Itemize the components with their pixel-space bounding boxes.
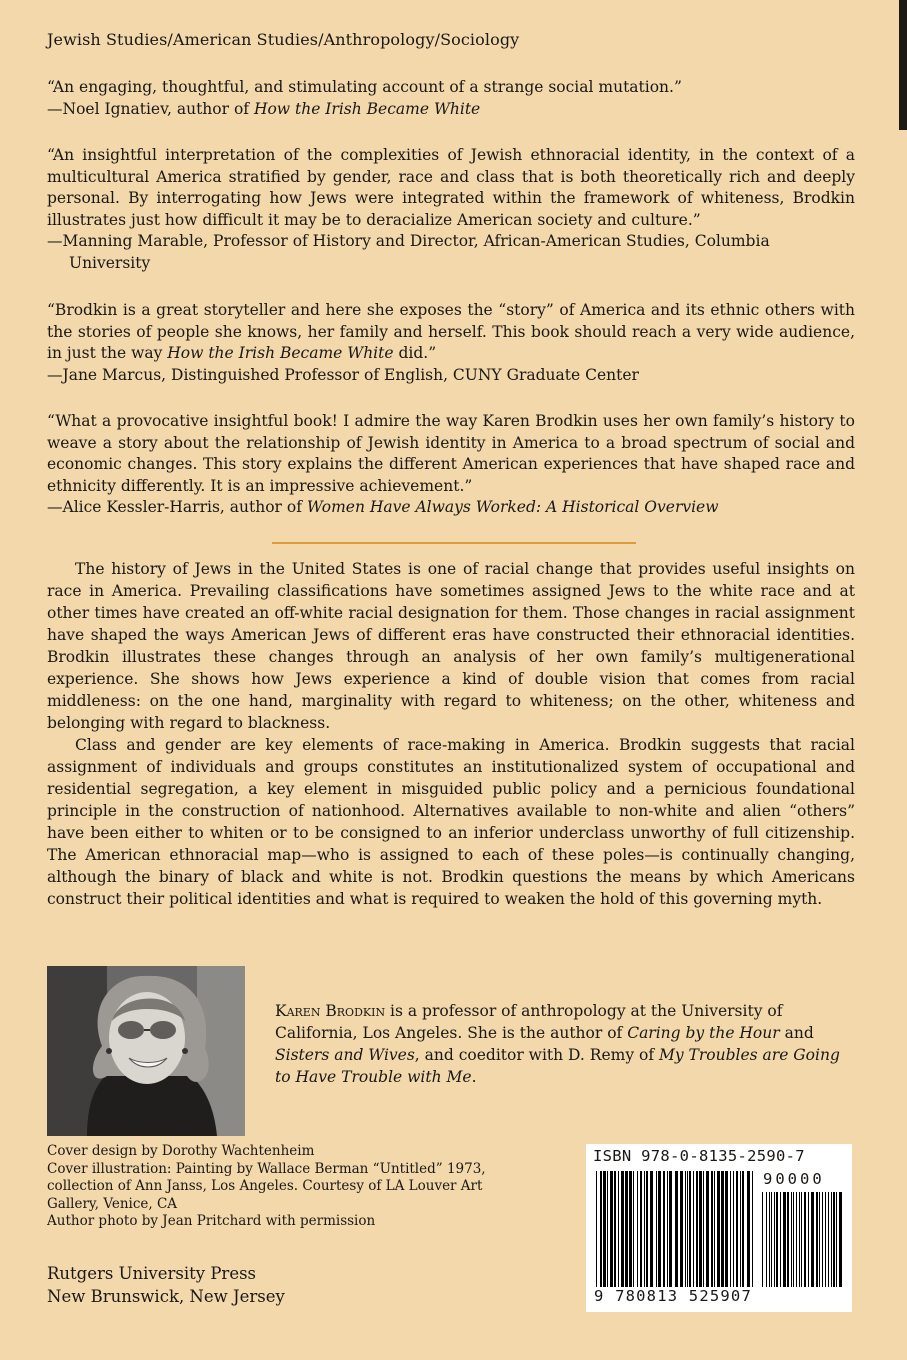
section-divider xyxy=(272,542,636,544)
barcode-bar xyxy=(600,1171,602,1287)
barcode-bar xyxy=(667,1171,668,1287)
barcode-bar xyxy=(787,1192,789,1287)
endorsement-quote-2 xyxy=(47,145,855,274)
quote-text: “Brodkin is a great storyteller and here she exposes the “story” of America and its ethnic others with the stories of people she knows, her family and herself. This book should reach a very wide audience, in just the way How the Irish Became White did.” xyxy=(47,301,855,362)
barcode-bar xyxy=(771,1192,772,1287)
barcode-bar xyxy=(703,1171,704,1287)
book-description xyxy=(47,558,855,910)
ean-barcode xyxy=(596,1171,756,1287)
barcode-bar xyxy=(799,1192,800,1287)
publisher-location: New Brunswick, New Jersey xyxy=(47,1287,285,1306)
barcode-bar xyxy=(596,1171,597,1287)
barcode-bar xyxy=(714,1171,715,1287)
barcode-bar xyxy=(687,1171,688,1287)
barcode-bar xyxy=(717,1171,720,1287)
barcode-bar xyxy=(839,1192,842,1287)
barcode-bar xyxy=(828,1192,829,1287)
addon-barcode xyxy=(762,1192,844,1287)
endorsement-quote-4 xyxy=(47,411,855,519)
description-paragraph: The history of Jews in the United States is one of racial change that provides useful insights on race in America. Prevailing classifications have sometimes assigned Jews to the white race and at other times have created an off-white racial designation for them. Those changes in racial assignment have shaped the ways American Jews of different eras have constructed their ethnoracial identities. Brodkin illustrates these changes through an analysis of her own family’s multigenerational experience. She shows how Jews experience a kind of double vision that comes from racial middleness: on the one hand, marginality with regard to whiteness; on the other, whiteness and belonging with regard to blackness. xyxy=(47,560,855,732)
cover-credits xyxy=(47,1143,517,1231)
barcode-bar xyxy=(811,1192,814,1287)
author-name: Karen Brodkin xyxy=(275,1002,386,1020)
barcode-bar xyxy=(669,1171,672,1287)
barcode-bar xyxy=(780,1192,781,1287)
barcode-bar xyxy=(804,1192,806,1287)
quote-text: “What a provocative insightful book! I admire the way Karen Brodkin uses her own family’s history to weave a story about the relationship of Jewish identity in America to a broad spectrum of social and economic changes. This story explains the different American experiences that have shaped race and ethnicity differently. It is an impressive achievement.” xyxy=(47,412,855,495)
barcode-bar xyxy=(650,1171,653,1287)
barcode-bar xyxy=(816,1192,818,1287)
barcode-bar xyxy=(696,1171,698,1287)
barcode-bar xyxy=(614,1171,616,1287)
barcode-bar xyxy=(725,1171,728,1287)
quote-attribution: —Manning Marable, Professor of History and Director, African-American Studies, Columbia University xyxy=(47,232,770,272)
barcode-bar xyxy=(747,1171,750,1287)
barcode-bar xyxy=(680,1171,683,1287)
quote-text: “An insightful interpretation of the complexities of Jewish ethnoracial identity, in the context of a multicultural America stratified by gender, race and class that is both theoretically rich and deeply personal. By interrogating how Jews were integrated within the framework of whiteness, Brodkin illustrates just how difficult it may be to deracialize American society and culture.” xyxy=(47,146,855,229)
endorsement-quote-3 xyxy=(47,300,855,386)
barcode-bar xyxy=(706,1171,709,1287)
barcode-bar xyxy=(791,1192,792,1287)
barcode-bar xyxy=(836,1192,837,1287)
credit-line: Cover design by Dorothy Wachtenheim xyxy=(47,1143,315,1159)
barcode-bar xyxy=(693,1171,694,1287)
quote-attribution: —Alice Kessler-Harris, author of Women Have Always Worked: A Historical Overview xyxy=(47,498,719,516)
barcode-bar xyxy=(618,1171,619,1287)
barcode-bar xyxy=(796,1192,797,1287)
barcode-bar xyxy=(644,1171,645,1287)
barcode-bar xyxy=(762,1192,763,1287)
barcode-bar xyxy=(625,1171,628,1287)
credit-line: Cover illustration: Painting by Wallace Berman “Untitled” 1973, collection of Ann Janss, Los Angeles. Courtesy of LA Louver Art Gallery, Venice, CA xyxy=(47,1160,486,1212)
barcode-bar xyxy=(831,1192,832,1287)
barcode-bar xyxy=(752,1171,753,1287)
barcode-bar xyxy=(801,1192,802,1287)
quote-attribution: —Jane Marcus, Distinguished Professor of English, CUNY Graduate Center xyxy=(47,365,639,384)
barcode-bar xyxy=(610,1171,613,1287)
subject-category: Jewish Studies/American Studies/Anthropology/Sociology xyxy=(47,30,520,49)
barcode-bar xyxy=(774,1192,775,1287)
barcode-bar xyxy=(742,1171,744,1287)
barcode-bar xyxy=(603,1171,606,1287)
endorsement-quote-1 xyxy=(47,77,855,120)
isbn-number: ISBN 978-0-8135-2590-7 xyxy=(593,1147,805,1165)
barcode-bar xyxy=(689,1171,691,1287)
barcode-bar xyxy=(819,1192,820,1287)
barcode-bar xyxy=(640,1171,642,1287)
barcode-bar xyxy=(733,1171,734,1287)
barcode-bar xyxy=(607,1171,608,1287)
barcode-bar xyxy=(629,1171,632,1287)
barcode-bar xyxy=(740,1171,741,1287)
barcode-bar xyxy=(633,1171,634,1287)
barcode-bar xyxy=(621,1171,624,1287)
barcode-bar xyxy=(675,1171,678,1287)
barcode-bar xyxy=(766,1192,767,1287)
barcode-bar xyxy=(730,1171,731,1287)
credit-line: Author photo by Jean Pritchard with permission xyxy=(47,1213,376,1229)
barcode-bar xyxy=(711,1171,713,1287)
barcode-bar xyxy=(808,1192,809,1287)
publisher-name: Rutgers University Press xyxy=(47,1264,257,1283)
barcode-bar xyxy=(736,1171,738,1287)
barcode-bar xyxy=(822,1192,823,1287)
barcode-bar xyxy=(769,1192,770,1287)
barcode-bar xyxy=(833,1192,835,1287)
author-photo xyxy=(47,966,245,1136)
barcode-bar xyxy=(699,1171,702,1287)
description-paragraph: Class and gender are key elements of race-making in America. Brodkin suggests that racial assignment of individuals and groups constitutes an institutionalized system of occupational and residential segregation, a key element in misguided public policy and a pernicious foundational principle in the construction of nationhood. Alternatives available to non-white and alien “others” have been either to whiten or to be consigned to an inferior underclass unworthy of full citizenship. The American ethnoracial map—who is assigned to each of these poles—is continually changing, although the binary of black and white is not. Brodkin questions the means by which Americans construct their political identities and what is required to weaken the hold of this governing myth. xyxy=(47,736,855,908)
isbn-barcode-box xyxy=(586,1144,852,1312)
barcode-bar xyxy=(663,1171,665,1287)
barcode-bar xyxy=(658,1171,661,1287)
barcode-bar xyxy=(793,1192,794,1287)
quote-attribution: —Noel Ignatiev, author of How the Irish Became White xyxy=(47,99,481,118)
author-bio: Karen Brodkin is a professor of anthropology at the University of California, Los Angeles. She is the author of Caring by the Hour and Sisters and Wives, and coeditor with D. Remy of My Troubles are Going to Have Trouble with Me. xyxy=(275,1002,840,1086)
barcode-bar xyxy=(783,1192,786,1287)
barcode-bar xyxy=(825,1192,826,1287)
barcode-bar xyxy=(656,1171,657,1287)
quote-text: “An engaging, thoughtful, and stimulating account of a strange social mutation.” xyxy=(47,78,682,96)
price-addon-number: 90000 xyxy=(763,1170,825,1188)
barcode-bar xyxy=(776,1192,778,1287)
cover-edge-strip xyxy=(899,0,907,130)
barcode-bar xyxy=(685,1171,686,1287)
publisher-block xyxy=(47,1262,285,1308)
barcode-bar xyxy=(646,1171,648,1287)
barcode-bar xyxy=(637,1171,638,1287)
barcode-bar xyxy=(721,1171,724,1287)
ean-number: 9 780813 525907 xyxy=(594,1287,752,1305)
